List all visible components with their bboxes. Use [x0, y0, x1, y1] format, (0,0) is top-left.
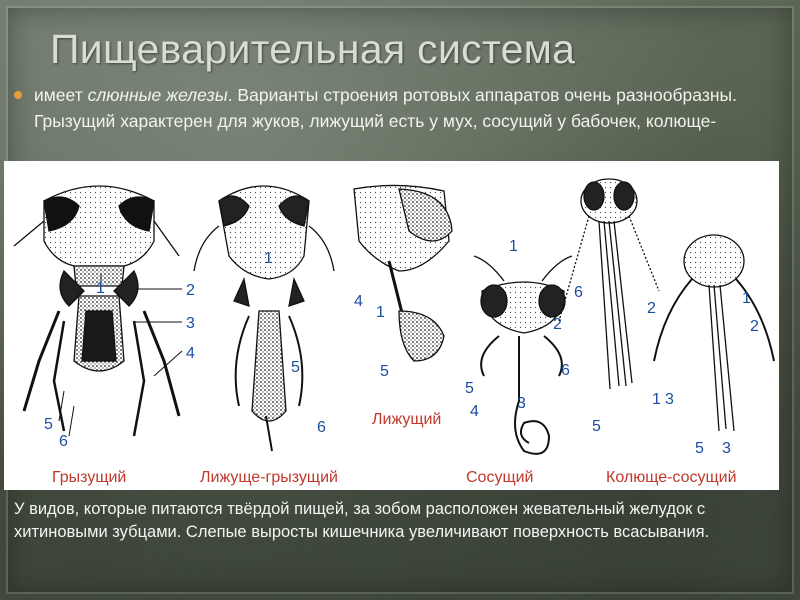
- label-gnawing-6: 6: [59, 433, 68, 450]
- intro-text: [34, 82, 754, 134]
- label-licking-5: 5: [380, 363, 389, 380]
- caption-sucking: Сосущий: [466, 469, 534, 486]
- label-licking-1: 1: [376, 304, 385, 321]
- mouthparts-figure: [4, 161, 779, 490]
- sucking-mouthparts: [474, 256, 572, 454]
- intro-emphasis: слюнные железы: [87, 85, 228, 105]
- label-piercing-a-1: 1: [652, 391, 661, 408]
- label-piercing-b-3: 3: [722, 440, 731, 457]
- caption-licking: Лижущий: [372, 411, 442, 428]
- label-gnawing-4: 4: [186, 345, 195, 362]
- label-piercing-b-1: 1: [742, 290, 751, 307]
- intro-rest: . Варианты строения ротовых аппаратов очень разнообразны. Грызущий характерен для жуков, лижущий есть у мух, сосущий у бабочек, колюще-: [34, 85, 737, 131]
- licking-mouthparts: [354, 185, 452, 361]
- label-gnawing-1: 1: [96, 280, 105, 297]
- intro-paragraph: [14, 82, 754, 162]
- label-licking-4: 4: [354, 293, 363, 310]
- label-piercing-a-5: 5: [592, 418, 601, 435]
- gnawing-mouthparts: [14, 186, 179, 436]
- label-sucking-6: 6: [561, 362, 570, 379]
- label-lapping-gnawing-1: 1: [264, 250, 273, 267]
- label-sucking-2: 2: [553, 316, 562, 333]
- bullet-icon: [14, 91, 22, 99]
- label-lapping-gnawing-5: 5: [291, 359, 300, 376]
- intro-lead: имеет: [34, 85, 88, 105]
- caption-gnawing: Грызущий: [52, 469, 127, 486]
- label-piercing-a-3: 3: [665, 391, 674, 408]
- label-sucking-4: 4: [470, 403, 479, 420]
- label-gnawing-2: 2: [186, 282, 195, 299]
- caption-lapping-gnawing: Лижуще-грызущий: [200, 469, 338, 486]
- label-piercing-b-2: 2: [750, 318, 759, 335]
- label-piercing-a-2: 2: [647, 300, 656, 317]
- label-piercing-b-5: 5: [695, 440, 704, 457]
- label-gnawing-5: 5: [44, 416, 53, 433]
- lapping-gnawing-mouthparts: [194, 186, 334, 451]
- label-sucking-1: 1: [509, 238, 518, 255]
- label-piercing-a-6: 6: [574, 284, 583, 301]
- label-sucking-5: 5: [465, 380, 474, 397]
- slide-title: Пищеварительная система: [50, 26, 576, 72]
- bottom-paragraph: У видов, которые питаются твёрдой пищей, за зобом расположен жевательный желудок с хитиновыми зубцами. Слепые выросты кишечника увеличивают поверхность всасывания.: [14, 500, 710, 541]
- label-sucking-3: 3: [517, 395, 526, 412]
- caption-piercing-sucking: Колюще-сосущий: [606, 469, 737, 486]
- mouthparts-illustration: [4, 161, 779, 490]
- label-gnawing-3: 3: [186, 315, 195, 332]
- label-lapping-gnawing-6: 6: [317, 419, 326, 436]
